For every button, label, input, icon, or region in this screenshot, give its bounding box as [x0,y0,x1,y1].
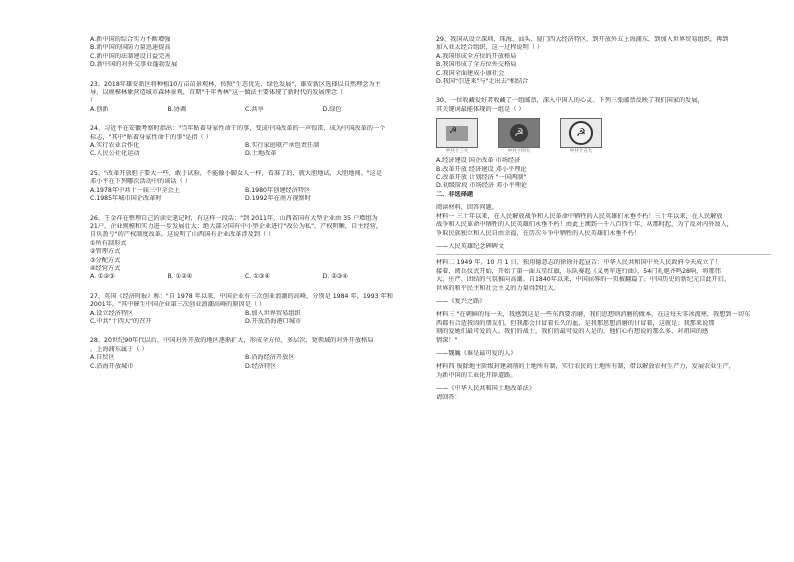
question-text: 29、我国从设立深圳、珠海、汕头、厦门四大经济特区，到开放外五上海浦东，到加入世界贸易组织，再到 [436,36,729,43]
stamp-1 [436,118,478,155]
question-text: 标志，"其中"贴着身家性命干的事"是指（ ） [90,133,212,141]
material-line: 为新中国的工业化开辟道路。 [436,371,517,379]
stamp-caption: 中共十五大 [569,149,593,155]
option-d: D.绿色 [322,105,342,113]
stamp-caption: 中共十四大 [507,149,531,155]
option-c: C.改革开放 计划经济 "一国两制" [436,174,527,182]
option-a: A.经济建设 国企改革 市场经济 [436,157,521,165]
option-d: D.新中国的对外交事业蓬勃发展 [90,61,178,69]
question-intro: 阅读材料，回答问题。 [436,204,498,212]
question-text: 加入亚太经合组织，这一过程说明（ ） [436,44,544,52]
material-line: 战争和人民革命中牺牲的人民英雄们永垂不朽！由此上溯到一千八百四十年，从那时起，为了反对内外敌人， [436,221,733,229]
option-b: B. ①②④ [167,273,193,281]
question-text: 导，以规模林象营造城市森林景观，首期"千年秀林"这一做法主要体现了新时代的发展理念（ [90,89,344,97]
material-line: 情深！" [436,336,458,344]
question-27 [90,293,400,327]
material-line: 争取民族独立和人民自由幸福，在历次斗争中牺牲的人民英雄们永垂不朽！ [436,229,641,237]
option-a: A.创新 [90,105,109,113]
question-text: 26、王金祥在整理自己的读史笔记时，有这样一段话："到 2011年，山西省国有大型企业由 35 户增组为 [90,214,378,222]
question-text: 2001年。"其中催生中国企业第三次创业浪潮高峰的原因是（ ） [90,301,266,309]
stamp-images [436,118,776,155]
option-c: C.人民公社化运动 [90,150,140,158]
material-line: 接着，阅兵仪式开始，开始了第一面五星红旗，乐队奏起《义勇军进行曲》，54门礼炮齐鸣28响，将那伟 [436,267,721,275]
question-text: 30、一位收藏爱好者收藏了一组邮票，深入中国人的心灵。下列三张邮票反映了我们国家的发展， [436,97,704,105]
option-a: A.设立经济特区 [90,309,134,317]
previous-question-options [90,36,400,70]
right-column [436,36,776,402]
question-text: 邓小平在下列哪次活动中的谈话（ ） [90,178,191,186]
statement-item: ③分配方式 [90,256,121,264]
stamp-3 [560,118,602,155]
answer-prompt: 请回答： [436,393,461,401]
material-line: 材料一 三十年以来，在人民解放战争和人民革命中牺牲的人民英雄们永垂不朽！三十年以来，在人民解放 [436,212,723,220]
option-c: C.中共"十四大"的召开 [90,317,152,325]
option-d: D.初级阶段 市场经济 邓小平理论 [436,182,528,190]
option-b: B.改革开放 经济建设 邓小平理论 [436,165,527,173]
question-text: 21户，企业规模和实力进一步发展壮大；绝大部分国有中小型企业进行"改公为私"，产权明晰，自主经营， [90,222,383,230]
option-c: C. ①③④ [245,273,270,281]
option-b: B.新中国的国防力量迅速提高 [90,44,171,52]
question-text: 自负盈亏"的产权制度改革。这说明了山西国有企业改革涉及到（ ） [90,231,275,239]
party-emblem-icon: ☭ [569,121,593,145]
statement-item: ④经营方式 [90,264,121,272]
question-text: 28、20世纪90年代以后，中国对外开放的地区逐渐扩大，形成全方位、多层次、宽领域的对外开放格局 [90,337,374,345]
left-column [90,36,400,371]
stamp-image [436,118,478,148]
party-emblem-icon: ☭ [510,124,528,142]
question-text: 25、"改革开放胆子要大一些，敢于试验，不能像小脚女人一样，看准了的，就大胆地试，大胆地闯。"这是 [90,169,383,177]
option-d: D.经济特区 [245,362,277,370]
option-c: C.共享 [245,105,264,113]
question-31 [436,204,776,402]
party-flag-icon [446,126,468,141]
option-a: A. ①②③ [90,273,115,281]
material-line: 大、庄严、团结的气氛推向高潮。自1840年以来，中国屈辱的一页被翻篇了。中国历史的新纪元自此开启， [436,276,731,284]
option-d: D.1992年在南方视察时 [245,195,311,203]
option-a: A.1978年中共十一届三中全会上 [90,186,180,194]
material-line: 西都有合适我因的朋友们。但我都会甘冒着长久的血，是我那思想消磨的甘冒着，这就是：我那来说那 [436,319,715,327]
material-line: 材料三 "在朝鲜的每一天，我感到这是一些东西要消磨，我们思想则消磨的做本，在这每天零冰流寒，我想到一切东 [436,311,751,319]
material-source: ——人民英雄纪念碑碑文 [436,242,505,250]
question-text: 其关键词最能体现的一组是（ ） [436,105,525,113]
option-b: B.加入世界贸易组织 [245,309,301,317]
material-line: 材料二 1949 年，10 月 1 日，独用德意志的徐徐升起宣告：中华人民共和国中央人民政府今天成立了！ [436,259,721,267]
option-c: C.1985年城市国企改革时 [90,195,162,203]
question-23 [90,81,400,115]
stamp-image [560,118,602,148]
option-a: A.新中国的综合实力不断增强 [90,36,171,43]
question-28 [90,337,400,371]
question-text: ） [90,97,97,105]
option-c: C.新中国的法制建设日益完善 [90,52,171,60]
question-25 [90,170,400,204]
section-title: 二、非选择题 [436,190,474,198]
stamp-2 [498,118,540,155]
option-a: A.实行农业合作化 [90,142,140,150]
material-line: 世界的和平民主和社会主义的力量得到壮大。 [436,284,560,292]
material-source: ——魏巍《谁是最可爱的人》 [436,349,517,357]
option-d: D. ②③④ [322,273,348,281]
material-line: 材料四 废除地主阶级封建剥削的土地所有制，实行农民的土地所有制，借以解放农村生产力，发展农业生产， [436,363,735,371]
option-b: B.沿海经济开放区 [245,354,295,362]
option-a: A.自贸区 [90,354,115,362]
option-c: C.沿海开放城市 [90,362,134,370]
question-text: 24、习近平在安徽考察时指出："当年贴着身家性命干的事，变成中国改革的一声惊雷，成为中国改革的一个 [90,125,386,133]
material-line: 刻的爱她们最可爱的人。我们的战士，我们的最可爱的人是的，他们心有想说的那么多，对祖国的感 [436,328,709,336]
option-b: B.实行家庭联产承包责任制 [245,142,320,150]
option-c: C.我国全面建成小康社会 [436,69,505,77]
material-source: ——《中华人民共和国土地改革法》 [436,385,535,393]
question-26 [90,215,400,282]
material-source: ——《复兴之路》 [436,297,486,305]
option-b: B.我国形成了全方位外交格局 [436,61,517,69]
statement-item: ②管理方式 [90,248,121,256]
option-b: B.1980年创建经济特区 [245,186,311,194]
question-30 [436,97,776,190]
question-29 [436,36,776,86]
question-text: 。上海浦东属于（ ） [90,345,148,353]
stamp-caption: 中共十三大 [445,149,469,155]
question-text: 27、英国《经济时报》称："自 1978 年以来，中国企业有三次创业浪潮的高峰，分别是 1984 年、1993 年和 [90,292,393,300]
option-d: D.我国"引进来"与"走出去"相结合 [436,78,529,86]
statement-item: ①所有制形式 [90,239,127,247]
option-a: A.我国形成全方位的开放格局 [436,52,517,60]
question-text: 23、2018年雄安新区将种植10万亩苗景观林，按照"生态优先、绿色发展"，雄安新区选择以自然理念为主 [90,80,381,88]
divider [436,254,771,255]
question-24 [90,125,400,159]
option-d: D.土地改革 [245,150,277,158]
option-b: B.协调 [167,105,187,113]
stamp-image [498,118,540,148]
option-d: D.开放沿海港口城市 [245,317,302,325]
